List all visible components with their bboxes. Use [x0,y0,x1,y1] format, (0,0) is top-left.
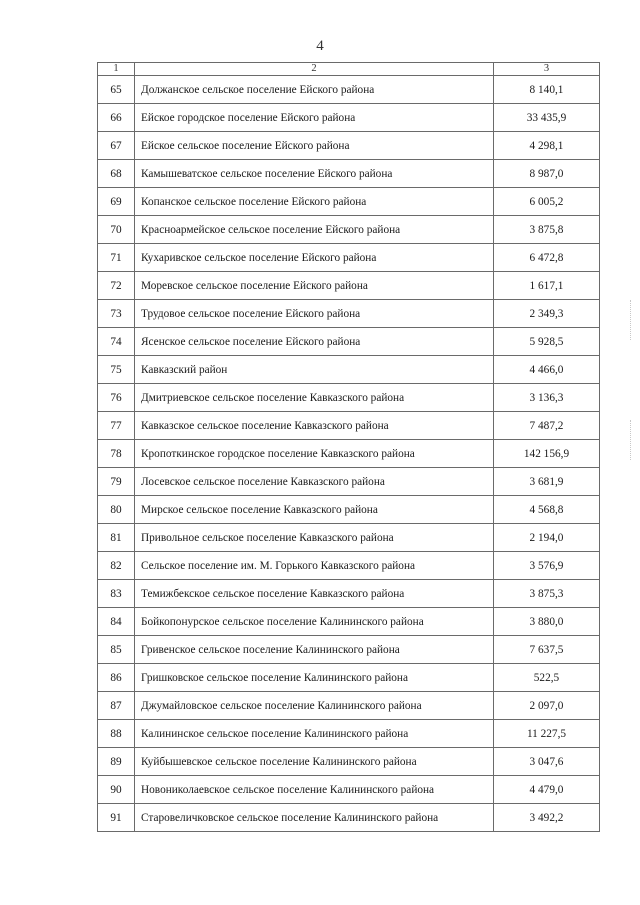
table-row [98,76,600,104]
amount-value: 5 928,5 [494,328,600,356]
row-number: 74 [98,328,135,356]
amount-value: 4 568,8 [494,496,600,524]
amount-value: 4 298,1 [494,132,600,160]
settlement-name: Кавказский район [135,356,494,384]
row-number: 88 [98,720,135,748]
amount-value: 6 005,2 [494,188,600,216]
table-row [98,272,600,300]
settlement-name: Ейское городское поселение Ейского района [135,104,494,132]
settlement-name: Ясенское сельское поселение Ейского района [135,328,494,356]
table-row [98,216,600,244]
table-row [98,664,600,692]
amount-value: 4 466,0 [494,356,600,384]
table-row [98,412,600,440]
row-number: 76 [98,384,135,412]
row-number: 70 [98,216,135,244]
settlement-name: Куйбышевское сельское поселение Калининского района [135,748,494,776]
row-number: 85 [98,636,135,664]
table-row [98,580,600,608]
row-number: 90 [98,776,135,804]
page-number: 4 [316,38,324,54]
settlement-name: Темижбекское сельское поселение Кавказского района [135,580,494,608]
table-row [98,692,600,720]
settlement-name: Кавказское сельское поселение Кавказского района [135,412,494,440]
table-row [98,608,600,636]
row-number: 73 [98,300,135,328]
settlement-name: Привольное сельское поселение Кавказского района [135,524,494,552]
row-number: 83 [98,580,135,608]
settlement-name: Моревское сельское поселение Ейского района [135,272,494,300]
row-number: 66 [98,104,135,132]
table-row [98,356,600,384]
scan-edge-mark [630,300,635,340]
row-number: 72 [98,272,135,300]
table-row [98,468,600,496]
table-row [98,748,600,776]
settlement-name: Гривенское сельское поселение Калининского района [135,636,494,664]
settlement-name: Копанское сельское поселение Ейского района [135,188,494,216]
amount-value: 2 097,0 [494,692,600,720]
scan-edge-mark [630,420,635,460]
settlement-name: Кухаривское сельское поселение Ейского района [135,244,494,272]
table-row [98,300,600,328]
budget-table [97,62,600,832]
row-number: 81 [98,524,135,552]
settlement-name: Джумайловское сельское поселение Калининского района [135,692,494,720]
row-number: 82 [98,552,135,580]
amount-value: 3 047,6 [494,748,600,776]
row-number: 86 [98,664,135,692]
table-row [98,132,600,160]
row-number: 80 [98,496,135,524]
amount-value: 3 880,0 [494,608,600,636]
amount-value: 4 479,0 [494,776,600,804]
table-row [98,776,600,804]
settlement-name: Красноармейское сельское поселение Ейского района [135,216,494,244]
column-header-2: 2 [135,63,494,76]
settlement-name: Гришковское сельское поселение Калининского района [135,664,494,692]
row-number: 65 [98,76,135,104]
amount-value: 2 194,0 [494,524,600,552]
table-row [98,524,600,552]
row-number: 87 [98,692,135,720]
amount-value: 1 617,1 [494,272,600,300]
column-header-1: 1 [98,63,135,76]
amount-value: 8 987,0 [494,160,600,188]
amount-value: 522,5 [494,664,600,692]
table-row [98,384,600,412]
amount-value: 6 472,8 [494,244,600,272]
amount-value: 2 349,3 [494,300,600,328]
table-row [98,160,600,188]
amount-value: 7 637,5 [494,636,600,664]
settlement-name: Мирское сельское поселение Кавказского района [135,496,494,524]
table-row [98,104,600,132]
row-number: 91 [98,804,135,832]
amount-value: 33 435,9 [494,104,600,132]
row-number: 69 [98,188,135,216]
row-number: 77 [98,412,135,440]
amount-value: 3 136,3 [494,384,600,412]
table-row [98,328,600,356]
settlement-name: Новониколаевское сельское поселение Калининского района [135,776,494,804]
amount-value: 3 576,9 [494,552,600,580]
row-number: 68 [98,160,135,188]
table-row [98,552,600,580]
table-header [98,63,600,76]
row-number: 84 [98,608,135,636]
row-number: 75 [98,356,135,384]
settlement-name: Трудовое сельское поселение Ейского района [135,300,494,328]
settlement-name: Должанское сельское поселение Ейского района [135,76,494,104]
row-number: 71 [98,244,135,272]
row-number: 78 [98,440,135,468]
amount-value: 142 156,9 [494,440,600,468]
settlement-name: Калининское сельское поселение Калининского района [135,720,494,748]
amount-value: 3 875,3 [494,580,600,608]
settlement-name: Камышеватское сельское поселение Ейского района [135,160,494,188]
amount-value: 3 875,8 [494,216,600,244]
row-number: 89 [98,748,135,776]
table-row [98,244,600,272]
amount-value: 8 140,1 [494,76,600,104]
settlement-name: Ейское сельское поселение Ейского района [135,132,494,160]
amount-value: 7 487,2 [494,412,600,440]
column-header-3: 3 [494,63,600,76]
table-row [98,720,600,748]
settlement-name: Старовеличковское сельское поселение Калининского района [135,804,494,832]
settlement-name: Бойкопонурское сельское поселение Калининского района [135,608,494,636]
settlement-name: Лосевское сельское поселение Кавказского района [135,468,494,496]
settlement-name: Дмитриевское сельское поселение Кавказского района [135,384,494,412]
settlement-name: Сельское поселение им. М. Горького Кавказского района [135,552,494,580]
row-number: 79 [98,468,135,496]
amount-value: 11 227,5 [494,720,600,748]
table-row [98,636,600,664]
settlement-name: Кропоткинское городское поселение Кавказского района [135,440,494,468]
table-row [98,440,600,468]
table-row [98,804,600,832]
table-body [98,76,600,832]
amount-value: 3 681,9 [494,468,600,496]
table-row [98,496,600,524]
table-row [98,188,600,216]
row-number: 67 [98,132,135,160]
amount-value: 3 492,2 [494,804,600,832]
